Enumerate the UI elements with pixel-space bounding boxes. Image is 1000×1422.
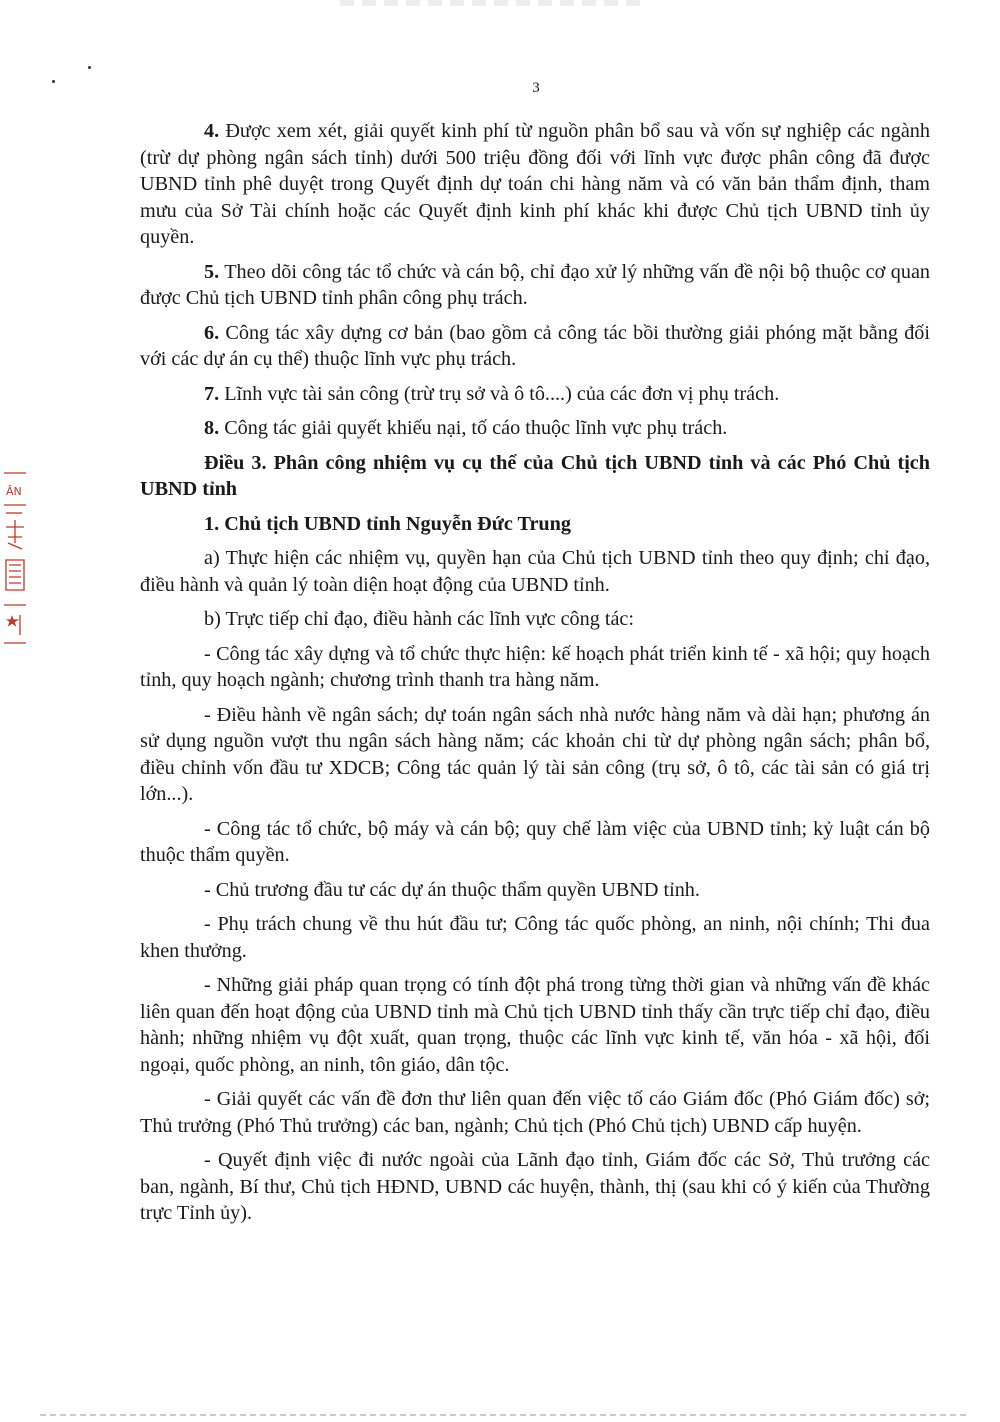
paragraph-8: 8. Công tác giải quyết khiếu nại, tố cáo thuộc lĩnh vực phụ trách.	[204, 417, 728, 439]
scan-bottom-edge	[40, 1414, 970, 1416]
scan-dot	[88, 66, 91, 69]
bullet-item: - Những giải pháp quan trọng có tính đột phá trong từng thời gian và những vấn đề khác liên quan đến hoạt động của UBND tỉnh mà Chủ tịch UBND tỉnh thấy cần trực tiếp chỉ đạo, điều hành; những nhiệm vụ đột xuất, quan trọng, thuộc các lĩnh vực kinh tế, văn hóa - xã hội, đối ngoại, quốc phòng, an ninh, tôn giáo, dân tộc.	[140, 974, 930, 1076]
stamp-text: ÂN	[6, 485, 22, 498]
paragraph-4: 4. Được xem xét, giải quyết kinh phí từ nguồn phân bổ sau và vốn sự nghiệp các ngành (trừ dự phòng ngân sách tỉnh) dưới 500 triệu đồng đối với lĩnh vực được phân công đã được UBND tỉnh phê duyệt trong Quyết định dự toán chi hàng năm và có văn bản thẩm định, tham mưu của Sở Tài chính hoặc các Quyết định kinh phí khác khi được Chủ tịch UBND tỉnh ủy quyền.	[140, 120, 930, 248]
item-b: b) Trực tiếp chỉ đạo, điều hành các lĩnh vực công tác:	[204, 608, 634, 630]
section-1-heading: 1. Chủ tịch UBND tỉnh Nguyễn Đức Trung	[204, 512, 571, 535]
red-seal-stamp-fragment	[0, 465, 30, 655]
bullet-item: - Công tác tổ chức, bộ máy và cán bộ; quy chế làm việc của UBND tỉnh; kỷ luật cán bộ thuộc thẩm quyền.	[140, 817, 930, 866]
paragraph-6: 6. Công tác xây dựng cơ bản (bao gồm cả công tác bồi thường giải phóng mặt bằng đối với các dự án cụ thể) thuộc lĩnh vực phụ trách.	[140, 321, 930, 370]
article-3-heading: Điều 3. Phân công nhiệm vụ cụ thể của Chủ tịch UBND tỉnh và các Phó Chủ tịch UBND tỉnh	[140, 451, 930, 500]
paragraph-5: 5. Theo dõi công tác tổ chức và cán bộ, chỉ đạo xử lý những vấn đề nội bộ thuộc cơ quan được Chủ tịch UBND tỉnh phân công phụ trách.	[140, 260, 930, 309]
paragraph-7: 7. Lĩnh vực tài sản công (trừ trụ sở và ô tô....) của các đơn vị phụ trách.	[204, 382, 780, 405]
bullet-item: - Phụ trách chung về thu hút đầu tư; Công tác quốc phòng, an ninh, nội chính; Thi đua khen thưởng.	[140, 913, 930, 962]
bullet-item: - Chủ trương đầu tư các dự án thuộc thẩm quyền UBND tỉnh.	[204, 878, 700, 901]
bullet-item: - Điều hành về ngân sách; dự toán ngân sách nhà nước hàng năm và dài hạn; phương án sử dụng nguồn vượt thu ngân sách hàng năm; các khoản chi từ dự phòng ngân sách; phân bổ, điều chỉnh vốn đầu tư XDCB; Công tác quản lý tài sản công (trụ sở, ô tô, các tài sản có giá trị lớn...).	[140, 703, 930, 805]
document-body	[140, 118, 930, 1235]
page-number: 3	[532, 80, 540, 96]
bullet-item: - Quyết định việc đi nước ngoài của Lãnh đạo tỉnh, Giám đốc các Sở, Thủ trưởng các ban, ngành, Bí thư, Chủ tịch HĐND, UBND các huyện, thành, thị (sau khi có ý kiến của Thường trực Tỉnh ủy).	[140, 1149, 930, 1224]
item-a: a) Thực hiện các nhiệm vụ, quyền hạn của Chủ tịch UBND tỉnh theo quy định; chỉ đạo, điều hành và quản lý toàn diện hoạt động của UBND tỉnh.	[140, 547, 930, 596]
bullet-item: - Giải quyết các vấn đề đơn thư liên quan đến việc tố cáo Giám đốc (Phó Giám đốc) sở; Thủ trưởng (Phó Thủ trưởng) các ban, ngành; Chủ tịch (Phó Chủ tịch) UBND cấp huyện.	[140, 1088, 930, 1137]
bullet-item: - Công tác xây dựng và tổ chức thực hiện: kế hoạch phát triển kinh tế - xã hội; quy hoạch tỉnh, quy hoạch ngành; chương trình thanh tra hàng năm.	[140, 642, 930, 691]
scan-artifact	[340, 0, 640, 6]
